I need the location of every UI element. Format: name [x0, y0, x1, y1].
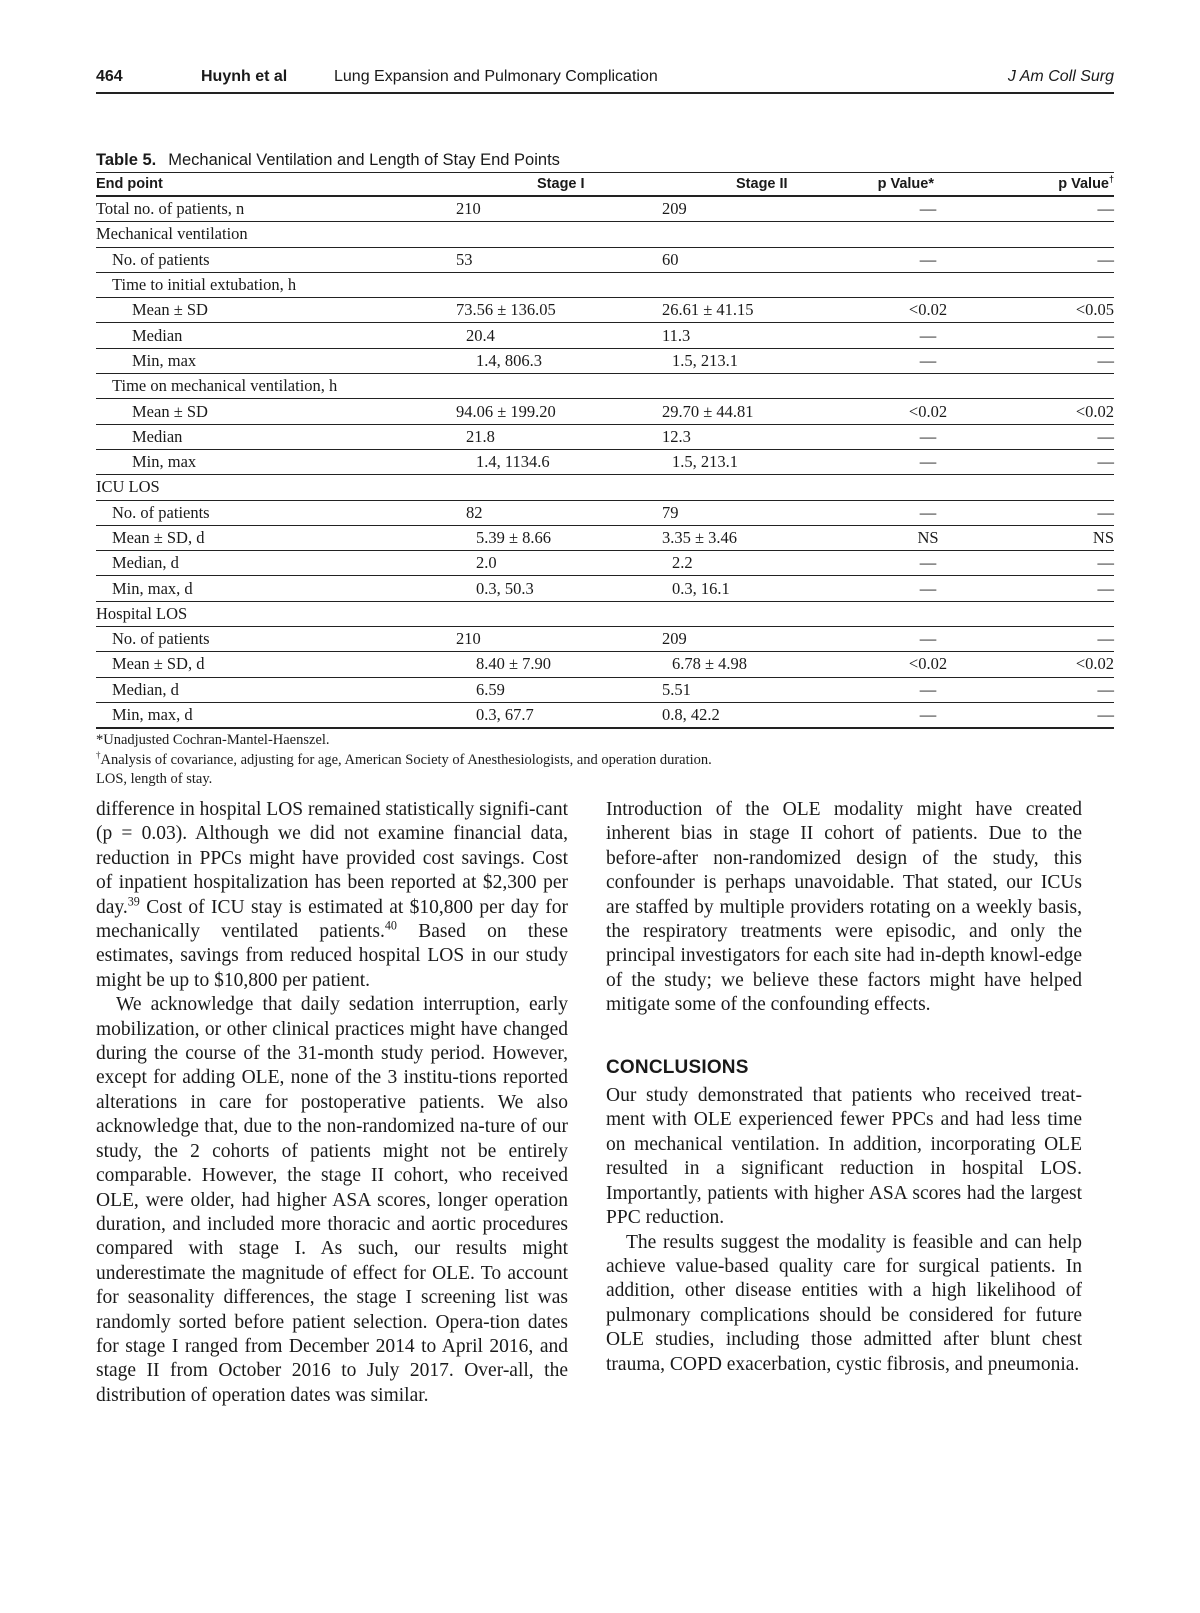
row-label: Mean ± SD, d — [96, 525, 456, 550]
cell-stage-1: 6.59 — [456, 677, 662, 702]
cell-stage-1 — [456, 272, 662, 297]
cell-stage-2: 1.5, 213.1 — [662, 348, 822, 373]
paragraph: The results suggest the modality is feasible and can help achieve value-based quality care for surgical patients. In addition, other disease entities with a high likelihood of pulmonary complications should be considered for future OLE studies, including those admitted after blunt chest trauma, COPD exacerbation, cystic fibrosis, and pneumonia. — [606, 1231, 1082, 1375]
cell-p-value-adjusted: — — [974, 702, 1114, 728]
column-header-end-point: End point — [96, 173, 456, 196]
cell-p-value-adjusted: — — [974, 196, 1114, 222]
table-row — [96, 475, 1114, 500]
row-label: Time on mechanical ventilation, h — [96, 374, 456, 399]
table-row — [96, 652, 1114, 677]
row-label: Median — [96, 323, 456, 348]
cell-stage-2 — [662, 374, 822, 399]
footnote-abbreviation: LOS, length of stay. — [96, 771, 213, 788]
table-row — [96, 424, 1114, 449]
cell-stage-2 — [662, 222, 822, 247]
body-column-right — [606, 798, 1082, 1377]
table-caption — [96, 150, 1114, 173]
cell-p-value-unadjusted: <0.02 — [822, 399, 974, 424]
table-row — [96, 399, 1114, 424]
footnote-asterisk: *Unadjusted Cochran-Mantel-Haenszel. — [96, 732, 330, 749]
cell-stage-1: 1.4, 806.3 — [456, 348, 662, 373]
table-row — [96, 627, 1114, 652]
row-label: No. of patients — [96, 500, 456, 525]
cell-stage-2: 3.35 ± 3.46 — [662, 525, 822, 550]
cell-p-value-unadjusted — [822, 601, 974, 626]
cell-stage-2 — [662, 272, 822, 297]
table-row — [96, 677, 1114, 702]
table-header-row — [96, 173, 1114, 196]
cell-p-value-unadjusted: <0.02 — [822, 652, 974, 677]
cell-p-value-adjusted: <0.02 — [974, 399, 1114, 424]
cell-p-value-unadjusted: — — [822, 424, 974, 449]
footnote-dagger: †Analysis of covariance, adjusting for age, American Society of Anesthesiologists, and operation duration. — [96, 749, 712, 768]
table-row — [96, 272, 1114, 297]
cell-stage-1: 20.4 — [456, 323, 662, 348]
row-label: Mean ± SD — [96, 399, 456, 424]
row-label: Median, d — [96, 551, 456, 576]
cell-p-value-unadjusted: — — [822, 677, 974, 702]
column-header-stage-2: Stage II — [662, 173, 822, 196]
cell-stage-1: 53 — [456, 247, 662, 272]
cell-p-value-unadjusted: — — [822, 449, 974, 474]
data-table — [96, 173, 1114, 729]
cell-p-value-adjusted — [974, 601, 1114, 626]
cell-p-value-adjusted: — — [974, 247, 1114, 272]
cell-stage-1 — [456, 374, 662, 399]
cell-p-value-unadjusted: — — [822, 196, 974, 222]
cell-stage-2: 11.3 — [662, 323, 822, 348]
cell-p-value-unadjusted: — — [822, 702, 974, 728]
table-label: Table 5. — [96, 151, 157, 169]
cell-p-value-unadjusted: — — [822, 247, 974, 272]
cell-p-value-adjusted: — — [974, 551, 1114, 576]
cell-stage-1: 1.4, 1134.6 — [456, 449, 662, 474]
cell-stage-2: 60 — [662, 247, 822, 272]
cell-stage-1: 2.0 — [456, 551, 662, 576]
table-row — [96, 500, 1114, 525]
table-footnotes — [96, 731, 1114, 790]
row-label: Mean ± SD — [96, 298, 456, 323]
table-row — [96, 601, 1114, 626]
cell-p-value-unadjusted — [822, 374, 974, 399]
cell-stage-2: 1.5, 213.1 — [662, 449, 822, 474]
table-row — [96, 525, 1114, 550]
cell-stage-1: 210 — [456, 627, 662, 652]
paragraph: Our study demonstrated that patients who received treat-ment with OLE experienced fewer PPCs and had less time on mechanical ventilation. In addition, incorporating OLE resulted in a significant reduction in hospital LOS. Importantly, patients with higher ASA scores had the largest PPC reduction. — [606, 1085, 1082, 1229]
body-column-left — [96, 798, 568, 1408]
table-row — [96, 449, 1114, 474]
cell-stage-2 — [662, 475, 822, 500]
page-number: 464 — [96, 68, 123, 85]
row-label: Min, max, d — [96, 702, 456, 728]
table-row — [96, 551, 1114, 576]
cell-stage-2: 0.3, 16.1 — [662, 576, 822, 601]
column-header-p-value-adjusted: p Value† — [974, 173, 1114, 196]
column-header-stage-1: Stage I — [456, 173, 662, 196]
running-header — [96, 66, 1114, 94]
cell-stage-1: 210 — [456, 196, 662, 222]
cell-p-value-unadjusted: — — [822, 500, 974, 525]
cell-stage-1: 8.40 ± 7.90 — [456, 652, 662, 677]
cell-p-value-adjusted: — — [974, 576, 1114, 601]
cell-p-value-unadjusted: — — [822, 576, 974, 601]
cell-p-value-adjusted: — — [974, 323, 1114, 348]
cell-p-value-adjusted: — — [974, 424, 1114, 449]
row-label: ICU LOS — [96, 475, 456, 500]
cell-stage-2: 2.2 — [662, 551, 822, 576]
table-row — [96, 323, 1114, 348]
cell-p-value-adjusted — [974, 272, 1114, 297]
row-label: Total no. of patients, n — [96, 196, 456, 222]
row-label: Time to initial extubation, h — [96, 272, 456, 297]
cell-p-value-adjusted — [974, 222, 1114, 247]
reference-marker: 39 — [127, 894, 140, 909]
row-label: No. of patients — [96, 247, 456, 272]
table-body — [96, 196, 1114, 728]
cell-p-value-adjusted: <0.02 — [974, 652, 1114, 677]
table-row — [96, 702, 1114, 728]
cell-stage-2: 29.70 ± 44.81 — [662, 399, 822, 424]
cell-stage-1: 21.8 — [456, 424, 662, 449]
table-row — [96, 196, 1114, 222]
running-title: Lung Expansion and Pulmonary Complication — [334, 68, 658, 85]
table-row — [96, 576, 1114, 601]
cell-stage-1 — [456, 601, 662, 626]
row-label: Median — [96, 424, 456, 449]
cell-stage-1: 73.56 ± 136.05 — [456, 298, 662, 323]
paragraph: difference in hospital LOS remained statistically signifi-cant (p = 0.03). Although we did not examine financial data, reduction in PPCs might have provided cost savings. Cost of inpatient hospitalization has been reported at $2,300 per day.$^{39}$ Cost of ICU stay is estimated at $10,800 per day for mechanically ventilated patients.$^{40}$ Based on these estimates, savings from reduced hospital LOS in our study might be up to $10,800 per patient. — [96, 799, 568, 991]
table-row — [96, 348, 1114, 373]
row-label: Mechanical ventilation — [96, 222, 456, 247]
table-row — [96, 222, 1114, 247]
cell-stage-1: 0.3, 67.7 — [456, 702, 662, 728]
row-label: Min, max — [96, 449, 456, 474]
running-authors: Huynh et al — [201, 68, 288, 85]
cell-p-value-unadjusted: — — [822, 348, 974, 373]
cell-p-value-unadjusted: NS — [822, 525, 974, 550]
cell-stage-2: 6.78 ± 4.98 — [662, 652, 822, 677]
paragraph: Introduction of the OLE modality might have created inherent bias in stage II cohort of patients. Due to the before-after non-randomized design of the study, this confounder is perhaps unavoidable. That stated, our ICUs are staffed by multiple providers rotating on a weekly basis, the respiratory treatments were episodic, and only the principal investigators for each site had in-depth knowl-edge of the study; we believe these factors might have helped mitigate some of the confounding effects. — [606, 799, 1082, 1016]
cell-stage-1 — [456, 222, 662, 247]
cell-p-value-adjusted: <0.05 — [974, 298, 1114, 323]
dagger-mark: † — [1109, 174, 1114, 185]
paragraph: We acknowledge that daily sedation interruption, early mobilization, or other clinical practices might have changed during the course of the 31-month study period. However, except for adding OLE, none of the 3 institu-tions reported alterations in care for postoperative patients. We also acknowledge that, due to the non-randomized na-ture of our study, the 2 cohorts of patients might not be entirely comparable. However, the stage II cohort, who received OLE, were older, had higher ASA scores, longer operation duration, and included more thoracic and aortic procedures compared with stage I. As such, our results might underestimate the magnitude of effect for OLE. To account for seasonality differences, the stage I screening list was randomly sorted before patient selection. Opera-tion dates for stage I ranged from December 2014 to April 2016, and stage II from October 2016 to July 2017. Over-all, the distribution of operation dates was similar. — [96, 994, 568, 1406]
cell-p-value-adjusted: — — [974, 449, 1114, 474]
cell-p-value-unadjusted: — — [822, 551, 974, 576]
cell-p-value-adjusted: — — [974, 500, 1114, 525]
cell-p-value-adjusted: — — [974, 627, 1114, 652]
cell-p-value-adjusted — [974, 374, 1114, 399]
cell-p-value-unadjusted — [822, 475, 974, 500]
cell-stage-1: 82 — [456, 500, 662, 525]
cell-p-value-unadjusted: <0.02 — [822, 298, 974, 323]
reference-marker: 40 — [384, 918, 397, 933]
row-label: No. of patients — [96, 627, 456, 652]
cell-p-value-unadjusted — [822, 222, 974, 247]
table-5 — [96, 150, 1114, 790]
cell-stage-1: 94.06 ± 199.20 — [456, 399, 662, 424]
table-row — [96, 247, 1114, 272]
cell-p-value-adjusted: — — [974, 677, 1114, 702]
table-row — [96, 298, 1114, 323]
cell-stage-2: 209 — [662, 196, 822, 222]
journal-page — [96, 0, 1114, 1613]
row-label: Mean ± SD, d — [96, 652, 456, 677]
row-label: Min, max — [96, 348, 456, 373]
cell-stage-1 — [456, 475, 662, 500]
cell-stage-1: 0.3, 50.3 — [456, 576, 662, 601]
section-heading-conclusions: CONCLUSIONS — [606, 1056, 749, 1078]
cell-stage-2 — [662, 601, 822, 626]
cell-p-value-unadjusted — [822, 272, 974, 297]
cell-p-value-unadjusted: — — [822, 323, 974, 348]
cell-p-value-unadjusted: — — [822, 627, 974, 652]
row-label: Hospital LOS — [96, 601, 456, 626]
cell-stage-1: 5.39 ± 8.66 — [456, 525, 662, 550]
cell-stage-2: 0.8, 42.2 — [662, 702, 822, 728]
row-label: Min, max, d — [96, 576, 456, 601]
table-title: Mechanical Ventilation and Length of Stay End Points — [168, 151, 560, 169]
cell-p-value-adjusted: NS — [974, 525, 1114, 550]
cell-stage-2: 5.51 — [662, 677, 822, 702]
journal-name: J Am Coll Surg — [1007, 68, 1114, 85]
cell-stage-2: 209 — [662, 627, 822, 652]
row-label: Median, d — [96, 677, 456, 702]
cell-p-value-adjusted: — — [974, 348, 1114, 373]
cell-stage-2: 12.3 — [662, 424, 822, 449]
cell-stage-2: 79 — [662, 500, 822, 525]
cell-stage-2: 26.61 ± 41.15 — [662, 298, 822, 323]
column-header-p-value-unadjusted: p Value* — [822, 173, 974, 196]
cell-p-value-adjusted — [974, 475, 1114, 500]
table-row — [96, 374, 1114, 399]
